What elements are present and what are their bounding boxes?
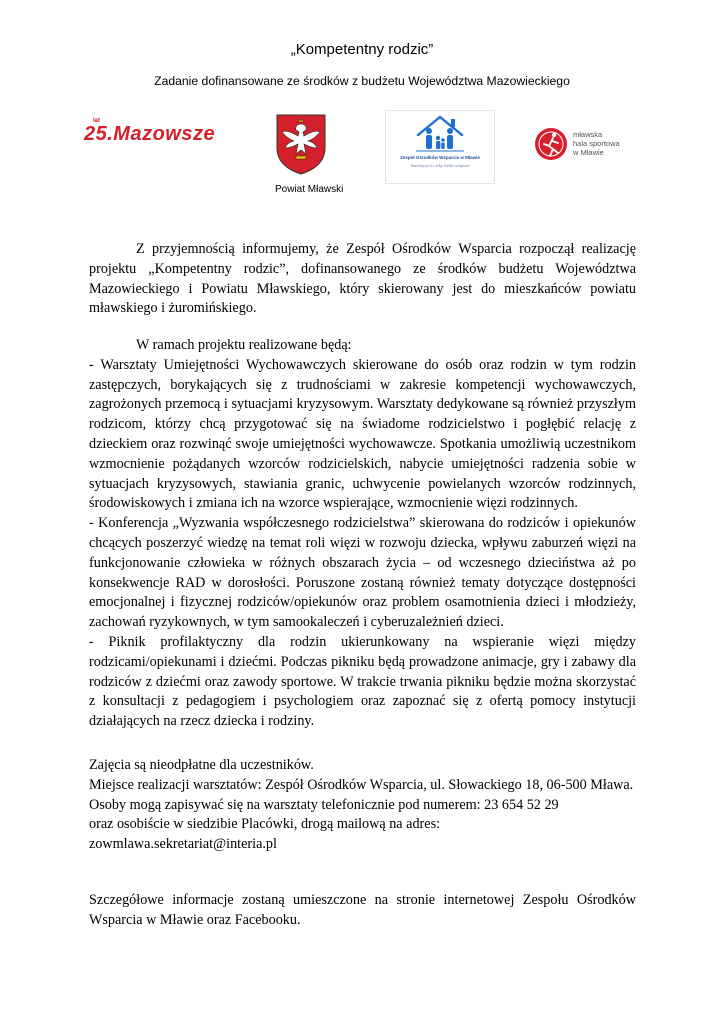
info-line: oraz osobiście w siedzibie Placówki, drogą mailową na adres: <box>89 816 441 833</box>
hala-logo-line: w Mławie <box>573 148 604 157</box>
closing-section <box>89 891 636 931</box>
powiat-coat-of-arms-icon <box>274 112 328 176</box>
closing-paragraph: Szczegółowe informacje zostaną umieszczone na stronie internetowej Zespołu Ośrodków Wsparcia w Mławie oraz Facebooku. <box>89 892 636 928</box>
mazowsze-logo <box>84 120 234 150</box>
activity-workshops: - Warsztaty Umiejętności Wychowawczych skierowane do osób oraz rodzin w tym rodzin zastępczych, borykających się z trudnościami w zakresie kompetencji wychowawczych, zagrożonych przemocą i sytuacjami kryzysowym. Warsztaty dedykowane są również przyszłym rodzicom, którzy chcą przygotować się na świadome rodzicielstwo i pogłębić relację z dzieckiem oraz rozwinąć swoje umiejętności wychowawcze. Spotkania umożliwią uczestnikom wzmocnienie pożądanych wzorców rodzicielskich, nabycie umiejętności radzenia sobie w sytuacjach kryzysowych, stawiania granic, uchwycenie powielanych wzorców rodzinnych, środowiskowych i zmiana ich na wzorce wspierające, wzmocnienie więzi rodzinnych. <box>89 356 636 512</box>
hala-logo-line: hala sportowa <box>573 139 620 148</box>
sports-hall-icon <box>533 126 569 162</box>
hala-sportowa-logo <box>533 120 653 168</box>
info-line: Zajęcia są nieodpłatne dla uczestników. <box>89 757 314 773</box>
intro-section <box>89 240 636 319</box>
mazowsze-logo-text: 25.Mazowsze <box>84 123 216 145</box>
intro-paragraph: Z przyjemnością informujemy, że Zespół Ośrodków Wsparcia rozpoczął realizację projektu „Kompetentny rodzic”, dofinansowanego ze środków budżetu Województwa Mazowieckiego i Powiatu Mławskiego, który skierowany jest do mieszkańców powiatu mławskiego i żuromińskiego. <box>89 241 636 317</box>
zow-logo-name: Zespół Ośrodków Wsparcia w Mławie <box>400 155 480 160</box>
powiat-caption: Powiat Mławski <box>275 184 344 195</box>
activities-section <box>89 336 636 732</box>
activity-conference: - Konferencja „Wyzwania współczesnego rodzicielstwa” skierowana do rodziców i opiekunów chcących poszerzyć wiedzę na temat roli więzi w rozwoju dziecka, wpływu zaburzeń więzi na funkcjonowanie człowieka w różnych obszarach życia – od wczesnego dzieciństwa aż po konsekwencje RAD w dorosłości. Poruszone zostaną również tematy dotyczące dostępności emocjonalnej i fizycznej rodziców/opiekunów oraz problem osamotnienia dzieci i młodzieży, zachowań ryzykownych, w tym samookaleczeń i cyberuzależnień dzieci. <box>89 515 636 631</box>
hala-logo-line: mławska <box>573 130 603 139</box>
family-house-icon <box>386 111 494 155</box>
activities-heading: W ramach projektu realizowane będą: <box>136 337 352 353</box>
info-line: Osoby mogą zapisywać się na warsztaty telefonicznie pod numerem: 23 654 52 29 <box>89 796 559 813</box>
info-section <box>89 756 636 855</box>
activity-picnic: - Piknik profilaktyczny dla rodzin ukierunkowany na wspieranie więzi między rodzicami/opiekunami i dziećmi. Podczas pikniku będą prowadzone animacje, gry i zabawy dla rodziców z dziećmi oraz zawody sportowe. W trakcie trwania pikniku będzie można skorzystać z konsultacji z pedagogiem i psychologiem oraz zapoznać się z ofertą pomocy instytucji działających na rzecz dziecka i rodziny. <box>89 633 636 730</box>
zow-logo-motto: Jesteśmy po to, żeby Ciebie wesprzeć <box>410 163 470 168</box>
zow-logo <box>385 110 495 184</box>
mazowsze-logo-tag: lat <box>93 118 101 124</box>
hala-logo-text <box>573 130 653 157</box>
info-line: Miejsce realizacji warsztatów: Zespół Ośrodków Wsparcia, ul. Słowackiego 18, 06-500 Mława. <box>89 776 634 793</box>
document-subtitle: Zadanie dofinansowane ze środków z budżetu Województwa Mazowieckiego <box>154 74 570 88</box>
document-title: „Kompetentny rodzic” <box>290 41 434 58</box>
contact-email[interactable]: zowmlawa.sekretariat@interia.pl <box>89 836 277 853</box>
